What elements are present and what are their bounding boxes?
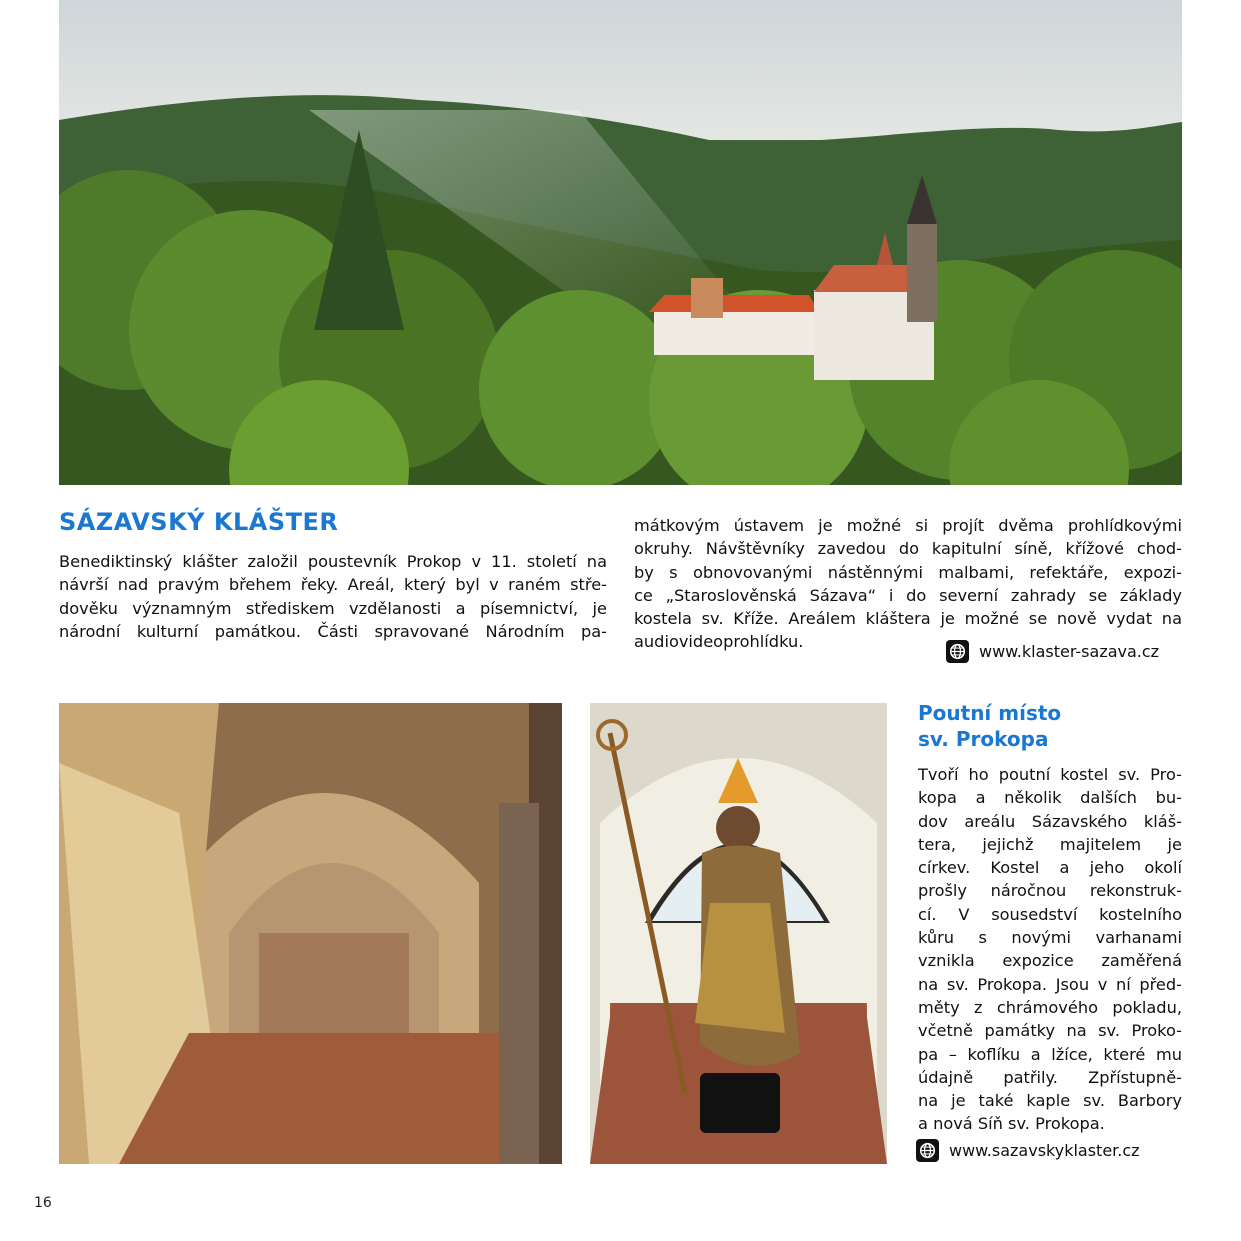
text-line: včetně památky na sv. Proko- xyxy=(918,1021,1182,1041)
text-line: národní kulturní památkou. Části spravované Národním pa- xyxy=(59,621,607,641)
article-text-column-1 xyxy=(59,550,607,643)
text-line: tera, jejichž majitelem je xyxy=(918,834,1182,854)
text-line: na sv. Prokopa. Jsou v ní před- xyxy=(918,974,1182,994)
globe-icon xyxy=(946,640,969,663)
pilgrimage-title-line-1: Poutní místo xyxy=(918,701,1062,725)
text-line: kopa a několik dalších bu- xyxy=(918,788,1182,808)
text-line: cí. V sousedství kostelního xyxy=(918,904,1182,924)
text-line: návrší nad pravým břehem řeky. Areál, který byl v raném stře- xyxy=(59,575,607,595)
saint-procopius-statue-photo xyxy=(590,703,887,1164)
text-line: údajně patřily. Zpřístupně- xyxy=(918,1067,1182,1087)
page-number: 16 xyxy=(34,1195,52,1211)
text-line: dověku významným střediskem vzdělanosti a písemnictví, je xyxy=(59,598,607,618)
text-line: Tvoří ho poutní kostel sv. Pro- xyxy=(918,765,1182,784)
article-text-column-2 xyxy=(634,514,1182,654)
hero-photo-monastery-landscape xyxy=(59,0,1182,485)
text-line: na je také kaple sv. Barbory xyxy=(918,1091,1182,1111)
text-line: kůru s novými varhanami xyxy=(918,928,1182,948)
article-title: SÁZAVSKÝ KLÁŠTER xyxy=(59,508,339,536)
text-line: vznikla expozice zaměřená xyxy=(918,951,1182,971)
pilgrimage-title xyxy=(918,700,1188,752)
website-url[interactable]: www.klaster-sazava.cz xyxy=(979,642,1160,661)
website-link-klaster-sazava[interactable] xyxy=(946,640,1159,663)
text-line: a nová Síň sv. Prokopa. xyxy=(918,1114,1105,1134)
text-line: okruhy. Návštěvníky zavedou do kapitulní síně, křížové chod- xyxy=(634,539,1182,559)
text-line: pa – koflíku a lžíce, které mu xyxy=(918,1044,1182,1064)
text-line: mátkovým ústavem je možné si projít dvěma prohlídkovými xyxy=(634,516,1182,535)
pilgrimage-text xyxy=(918,763,1182,1136)
cloister-frescoes-photo xyxy=(59,703,562,1164)
text-line: kostela sv. Kříže. Areálem kláštera je možné se nově vydat na xyxy=(634,609,1182,629)
text-line: prošly náročnou rekonstruk- xyxy=(918,881,1182,901)
pilgrimage-title-line-2: sv. Prokopa xyxy=(918,727,1049,751)
text-line: dov areálu Sázavského kláš- xyxy=(918,811,1182,831)
text-line: ce „Staroslověnská Sázava“ i do severní zahrady se základy xyxy=(634,585,1182,605)
website-url[interactable]: www.sazavskyklaster.cz xyxy=(949,1141,1140,1160)
website-link-sazavskyklaster[interactable] xyxy=(916,1139,1140,1162)
text-line: Benediktinský klášter založil poustevník Prokop v 11. století na xyxy=(59,552,607,571)
text-line: audiovideoprohlídku. xyxy=(634,632,804,652)
text-line: by s obnovovanými nástěnnými malbami, refektáře, expozi- xyxy=(634,562,1182,582)
globe-icon xyxy=(916,1139,939,1162)
text-line: církev. Kostel a jeho okolí xyxy=(918,858,1182,878)
text-line: měty z chrámového pokladu, xyxy=(918,997,1182,1017)
